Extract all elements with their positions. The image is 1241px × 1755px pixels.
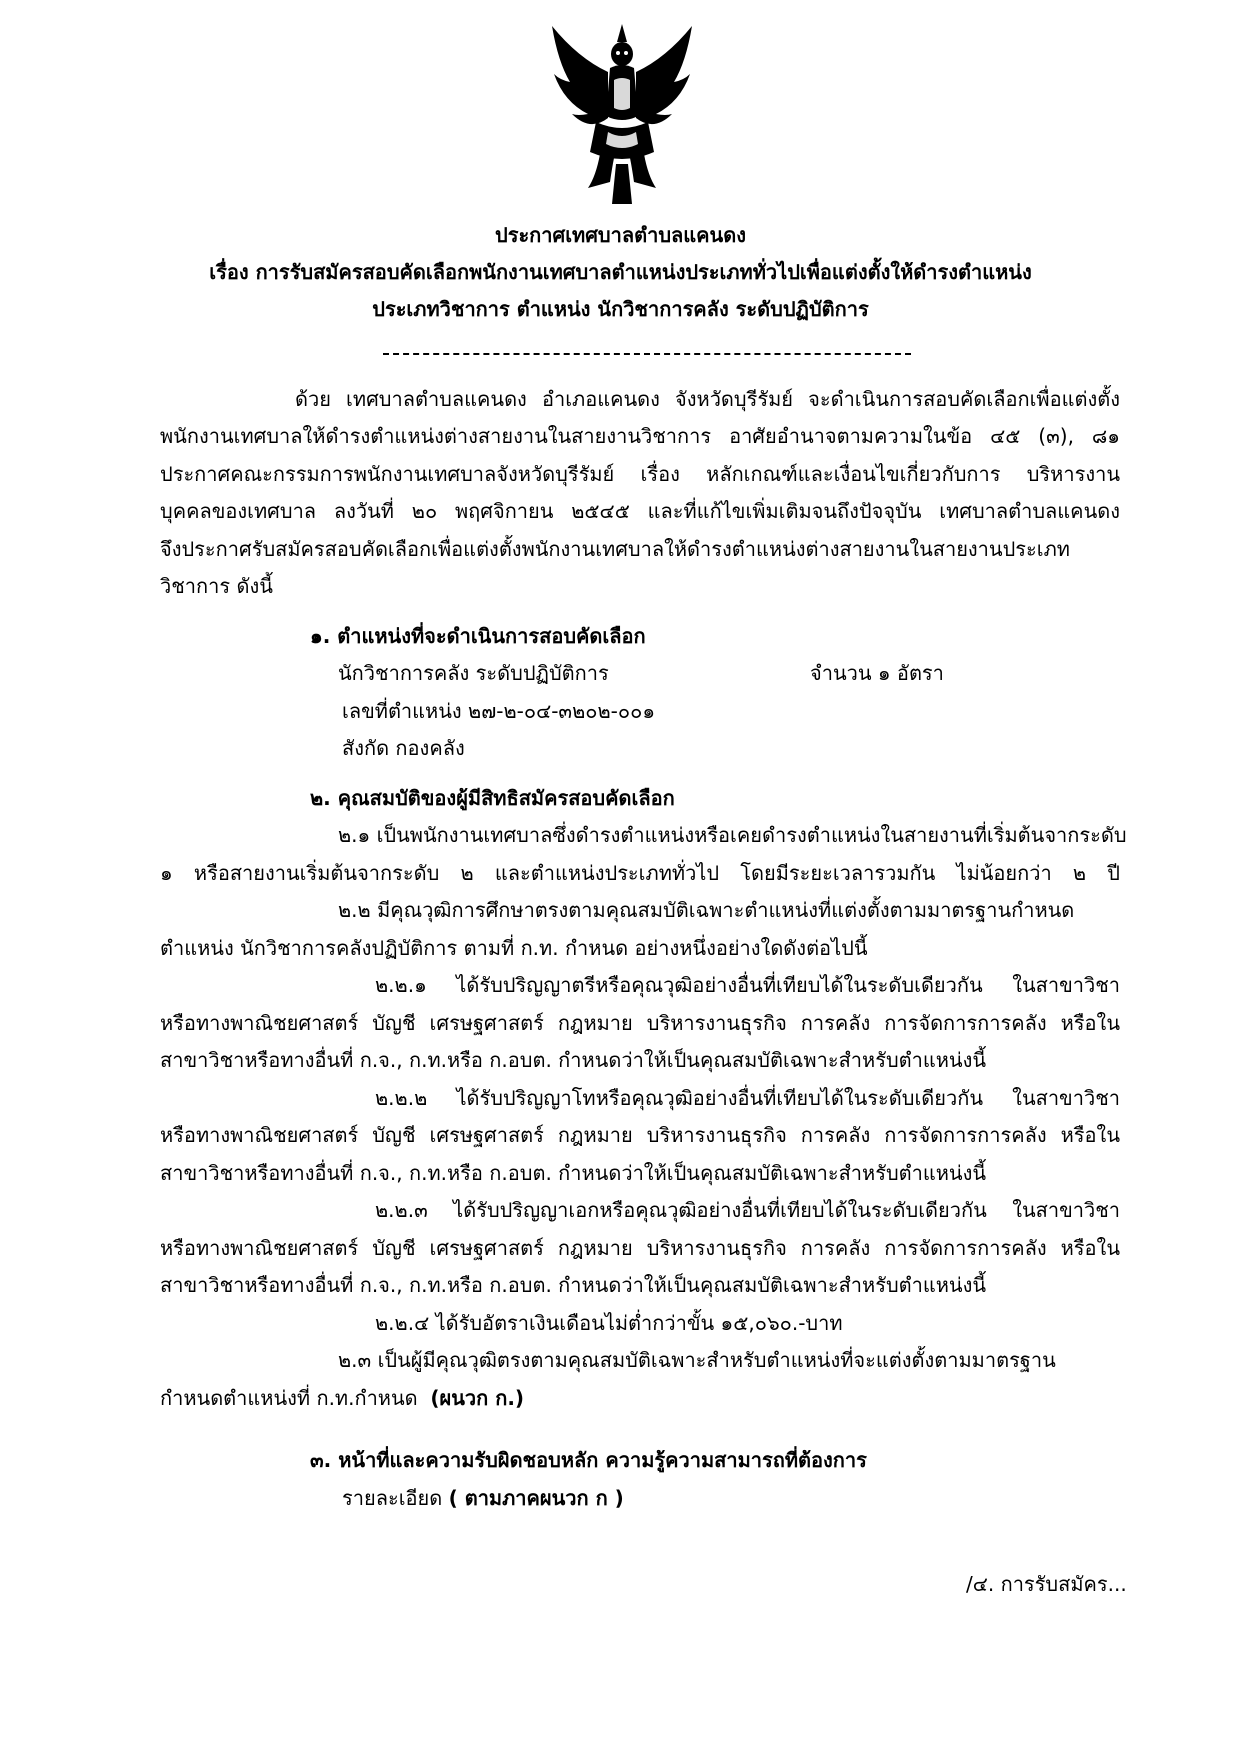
- clause-2-2-3-line-2: หรือทางพาณิชยศาสตร์ บัญชี เศรษฐศาสตร์ กฎหมาย บริหารงานธุรกิจ การคลัง การจัดการการคลัง หรือใน: [160, 1236, 1120, 1260]
- clause-2-3-line-2: [160, 1384, 524, 1412]
- subject-line-2: ประเภทวิชาการ ตำแหน่ง นักวิชาการคลัง ระดับปฏิบัติการ: [372, 297, 869, 321]
- continuation-note: /๔. การรับสมัคร...: [966, 1572, 1127, 1596]
- clause-2-3-line-1: ๒.๓ เป็นผู้มีคุณวุฒิตรงตามคุณสมบัติเฉพาะสำหรับตำแหน่งที่จะแต่งตั้งตามมาตรฐาน: [338, 1348, 1056, 1372]
- clause-2-2-3-line-1: ๒.๒.๓ ได้รับปริญญาเอกหรือคุณวุฒิอย่างอื่นที่เทียบได้ในระดับเดียวกัน ในสาขาวิชา: [375, 1198, 1120, 1222]
- section-3-heading: ๓. หน้าที่และความรับผิดชอบหลัก ความรู้ความสามารถที่ต้องการ: [310, 1448, 867, 1472]
- announcement-title: ประกาศเทศบาลตำบลแคนดง: [495, 223, 746, 247]
- separator-dashed-line: [383, 353, 911, 355]
- clause-2-2-1-line-1: ๒.๒.๑ ได้รับปริญญาตรีหรือคุณวุฒิอย่างอื่นที่เทียบได้ในระดับเดียวกัน ในสาขาวิชา: [375, 973, 1120, 997]
- clause-2-3-annex-ref: (ผนวก ก.): [430, 1386, 525, 1410]
- clause-2-2-1-line-3: สาขาวิชาหรือทางอื่นที่ ก.จ., ก.ท.หรือ ก.อบต. กำหนดว่าให้เป็นคุณสมบัติเฉพาะสำหรับตำแหน่งนี้: [160, 1048, 987, 1072]
- position-name: นักวิชาการคลัง ระดับปฏิบัติการ: [338, 661, 609, 685]
- clause-2-2-2-line-3: สาขาวิชาหรือทางอื่นที่ ก.จ., ก.ท.หรือ ก.อบต. กำหนดว่าให้เป็นคุณสมบัติเฉพาะสำหรับตำแหน่งนี้: [160, 1161, 987, 1185]
- section-3-detail-label: รายละเอียด: [342, 1486, 443, 1510]
- position-affiliation: สังกัด กองคลัง: [342, 736, 465, 760]
- clause-2-2-1-line-2: หรือทางพาณิชยศาสตร์ บัญชี เศรษฐศาสตร์ กฎหมาย บริหารงานธุรกิจ การคลัง การจัดการการคลัง หรือใน: [160, 1011, 1120, 1035]
- position-count: จำนวน ๑ อัตรา: [810, 661, 944, 685]
- intro-line-5: จึงประกาศรับสมัครสอบคัดเลือกเพื่อแต่งตั้งพนักงานเทศบาลให้ดำรงตำแหน่งต่างสายงานในสายงานประเภท: [160, 537, 1070, 561]
- clause-2-2-4: ๒.๒.๔ ได้รับอัตราเงินเดือนไม่ต่ำกว่าขั้น ๑๕,๐๖๐.-บาท: [375, 1311, 843, 1335]
- clause-2-2-2-line-1: ๒.๒.๒ ได้รับปริญญาโทหรือคุณวุฒิอย่างอื่นที่เทียบได้ในระดับเดียวกัน ในสาขาวิชา: [375, 1086, 1120, 1110]
- subject-line-1: เรื่อง การรับสมัครสอบคัดเลือกพนักงานเทศบาลตำแหน่งประเภททั่วไปเพื่อแต่งตั้งให้ดำรงตำแหน่ง: [209, 260, 1032, 284]
- section-3-annex-ref: ( ตามภาคผนวก ก ): [448, 1486, 624, 1510]
- intro-line-4: บุคคลของเทศบาล ลงวันที่ ๒๐ พฤศจิกายน ๒๕๔๕ และที่แก้ไขเพิ่มเติมจนถึงปัจจุบัน เทศบาลตำบลแคนดง: [160, 499, 1120, 523]
- clause-2-2-line-2: ตำแหน่ง นักวิชาการคลังปฏิบัติการ ตามที่ ก.ท. กำหนด อย่างหนึ่งอย่างใดดังต่อไปนี้: [160, 936, 868, 960]
- intro-line-3: ประกาศคณะกรรมการพนักงานเทศบาลจังหวัดบุรีรัมย์ เรื่อง หลักเกณฑ์และเงื่อนไขเกี่ยวกับการ บริหารงาน: [160, 462, 1120, 486]
- position-number: เลขที่ตำแหน่ง ๒๗-๒-๐๔-๓๒๐๒-๐๐๑: [342, 699, 656, 723]
- section-1-heading: ๑. ตำแหน่งที่จะดำเนินการสอบคัดเลือก: [310, 624, 646, 648]
- clause-2-1-line-1: ๒.๑ เป็นพนักงานเทศบาลซึ่งดำรงตำแหน่งหรือเคยดำรงตำแหน่งในสายงานที่เริ่มต้นจากระดับ: [338, 823, 1127, 847]
- garuda-emblem: [548, 18, 696, 210]
- clause-2-2-line-1: ๒.๒ มีคุณวุฒิการศึกษาตรงตามคุณสมบัติเฉพาะตำแหน่งที่แต่งตั้งตามมาตรฐานกำหนด: [338, 898, 1075, 922]
- clause-2-3-text: กำหนดตำแหน่งที่ ก.ท.กำหนด: [160, 1386, 418, 1410]
- intro-line-1: ด้วย เทศบาลตำบลแคนดง อำเภอแคนดง จังหวัดบุรีรัมย์ จะดำเนินการสอบคัดเลือกเพื่อแต่งตั้ง: [295, 387, 1120, 411]
- intro-line-2: พนักงานเทศบาลให้ดำรงตำแหน่งต่างสายงานในสายงานวิชาการ อาศัยอำนาจตามความในข้อ ๔๕ (๓), ๘๑: [160, 424, 1120, 448]
- clause-2-2-3-line-3: สาขาวิชาหรือทางอื่นที่ ก.จ., ก.ท.หรือ ก.อบต. กำหนดว่าให้เป็นคุณสมบัติเฉพาะสำหรับตำแหน่งนี้: [160, 1273, 987, 1297]
- clause-2-1-line-2: ๑ หรือสายงานเริ่มต้นจากระดับ ๒ และตำแหน่งประเภททั่วไป โดยมีระยะเวลารวมกัน ไม่น้อยกว่า ๒ ปี: [160, 861, 1120, 885]
- section-2-heading: ๒. คุณสมบัติของผู้มีสิทธิสมัครสอบคัดเลือก: [310, 786, 675, 810]
- section-3-detail: [342, 1484, 624, 1512]
- clause-2-2-2-line-2: หรือทางพาณิชยศาสตร์ บัญชี เศรษฐศาสตร์ กฎหมาย บริหารงานธุรกิจ การคลัง การจัดการการคลัง หรือใน: [160, 1123, 1120, 1147]
- intro-line-6: วิชาการ ดังนี้: [160, 574, 273, 598]
